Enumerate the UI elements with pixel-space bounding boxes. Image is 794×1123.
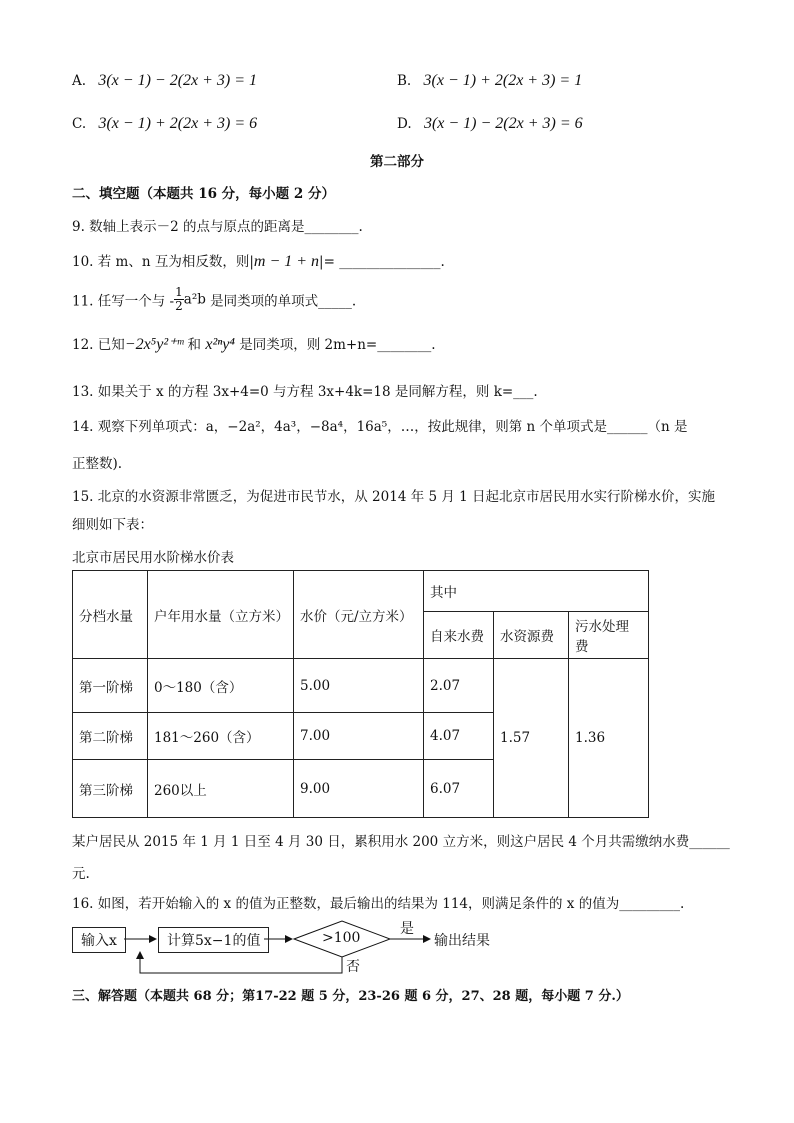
resource-fee-cell: 1.57: [494, 659, 569, 818]
header-resource-fee: 水资源费: [494, 612, 569, 659]
q10-prefix: 10. 若 m、n 互为相反数，则|: [72, 254, 254, 270]
question-10: [72, 250, 445, 271]
row2-tier: 第二阶梯: [73, 713, 148, 760]
option-a-letter: A.: [72, 73, 87, 89]
q15-after-line2: 元.: [72, 866, 90, 882]
question-9: 9. 数轴上表示－2 的点与原点的距离是________.: [72, 219, 363, 235]
option-b-letter: B.: [397, 73, 412, 89]
question-15-line2: 细则如下表：: [72, 517, 153, 533]
row2-usage: 181～260（含）: [148, 713, 294, 760]
option-d-letter: D.: [397, 116, 412, 132]
option-a: [72, 72, 257, 90]
flow-condition: >100: [322, 930, 361, 946]
header-among: 其中: [424, 571, 649, 612]
flow-yes-label: 是: [400, 921, 414, 937]
q10-expr: m − 1 + n: [253, 253, 320, 270]
option-c: [72, 115, 257, 133]
question-14-line1: 14. 观察下列单项式：a，−2a²，4a³，−8a⁴，16a⁵，…，按此规律，则第 n 个单项式是______（n 是: [72, 419, 688, 435]
table-caption: 北京市居民用水阶梯水价表: [72, 550, 234, 566]
row1-price: 5.00: [294, 659, 424, 713]
q11-denominator: 2: [175, 299, 183, 313]
row1-tap: 2.07: [424, 659, 494, 713]
flow-output: 输出结果: [434, 933, 490, 949]
q12-expr2: x²ⁿy⁴: [205, 336, 235, 353]
option-b-expr: 3(x − 1) + 2(2x + 3) = 1: [423, 72, 583, 89]
row2-tap: 4.07: [424, 713, 494, 760]
row1-usage: 0～180（含）: [148, 659, 294, 713]
flow-input-box: 输入x: [72, 927, 126, 953]
question-12: [72, 333, 436, 354]
header-price: 水价（元/立方米）: [294, 571, 424, 659]
row3-usage: 260以上: [148, 760, 294, 818]
header-tier: 分档水量: [73, 571, 148, 659]
header-sewage-fee: 污水处理费: [569, 612, 649, 659]
q11-suffix: 是同类项的单项式_____.: [205, 293, 357, 310]
row2-price: 7.00: [294, 713, 424, 760]
option-c-expr: 3(x − 1) + 2(2x + 3) = 6: [98, 115, 258, 132]
option-c-letter: C.: [72, 116, 87, 132]
row3-price: 9.00: [294, 760, 424, 818]
option-b: [397, 72, 582, 90]
table-header-row: [73, 571, 649, 612]
flow-compute-box: 计算5x−1的值: [158, 927, 269, 953]
q11-fraction: [174, 286, 184, 313]
part-title: 第二部分: [370, 154, 424, 170]
q11-term: a²b: [183, 291, 206, 308]
q10-suffix: |= _______________.: [319, 254, 445, 270]
row1-tier: 第一阶梯: [73, 659, 148, 713]
section3-heading: 三、解答题（本题共 68 分；第17-22 题 5 分，23-26 题 6 分，27、28 题，每小题 7 分.）: [72, 989, 629, 1004]
q11-numerator: 1: [175, 285, 183, 299]
q12-expr1: −2x⁵y²⁺ᵐ: [124, 336, 184, 353]
question-15-line1: 15. 北京的水资源非常匮乏，为促进市民节水，从 2014 年 5 月 1 日起北京市居民用水实行阶梯水价，实施: [72, 489, 716, 505]
row3-tier: 第三阶梯: [73, 760, 148, 818]
q15-after-line1: 某户居民从 2015 年 1 月 1 日至 4 月 30 日，累积用水 200 立方米，则这户居民 4 个月共需缴纳水费______: [72, 834, 730, 850]
sewage-fee-cell: 1.36: [569, 659, 649, 818]
q12-mid: 和: [183, 337, 206, 353]
water-price-table: [72, 570, 649, 818]
question-13: 13. 如果关于 x 的方程 3x+4=0 与方程 3x+4k=18 是同解方程，则 k=___.: [72, 384, 538, 400]
flow-no-label: 否: [346, 959, 360, 975]
flowchart: [72, 918, 512, 978]
question-14-line2: 正整数).: [72, 456, 123, 472]
option-d: [397, 115, 583, 133]
section2-heading: 二、填空题（本题共 16 分，每小题 2 分）: [72, 186, 335, 202]
option-d-expr: 3(x − 1) − 2(2x + 3) = 6: [423, 115, 583, 132]
header-tap-fee: 自来水费: [424, 612, 494, 659]
header-usage: 户年用水量（立方米）: [148, 571, 294, 659]
table-row: [73, 659, 649, 713]
question-16: 16. 如图，若开始输入的 x 的值为正整数，最后输出的结果为 114，则满足条件的 x 的值为_________.: [72, 896, 685, 912]
row3-tap: 6.07: [424, 760, 494, 818]
option-a-expr: 3(x − 1) − 2(2x + 3) = 1: [98, 72, 258, 89]
question-11: [72, 286, 356, 313]
q11-prefix: 11. 任写一个与 -: [72, 293, 175, 310]
q12-suffix: 是同类项，则 2m+n=________.: [234, 337, 436, 353]
q12-prefix: 12. 已知: [72, 337, 125, 353]
